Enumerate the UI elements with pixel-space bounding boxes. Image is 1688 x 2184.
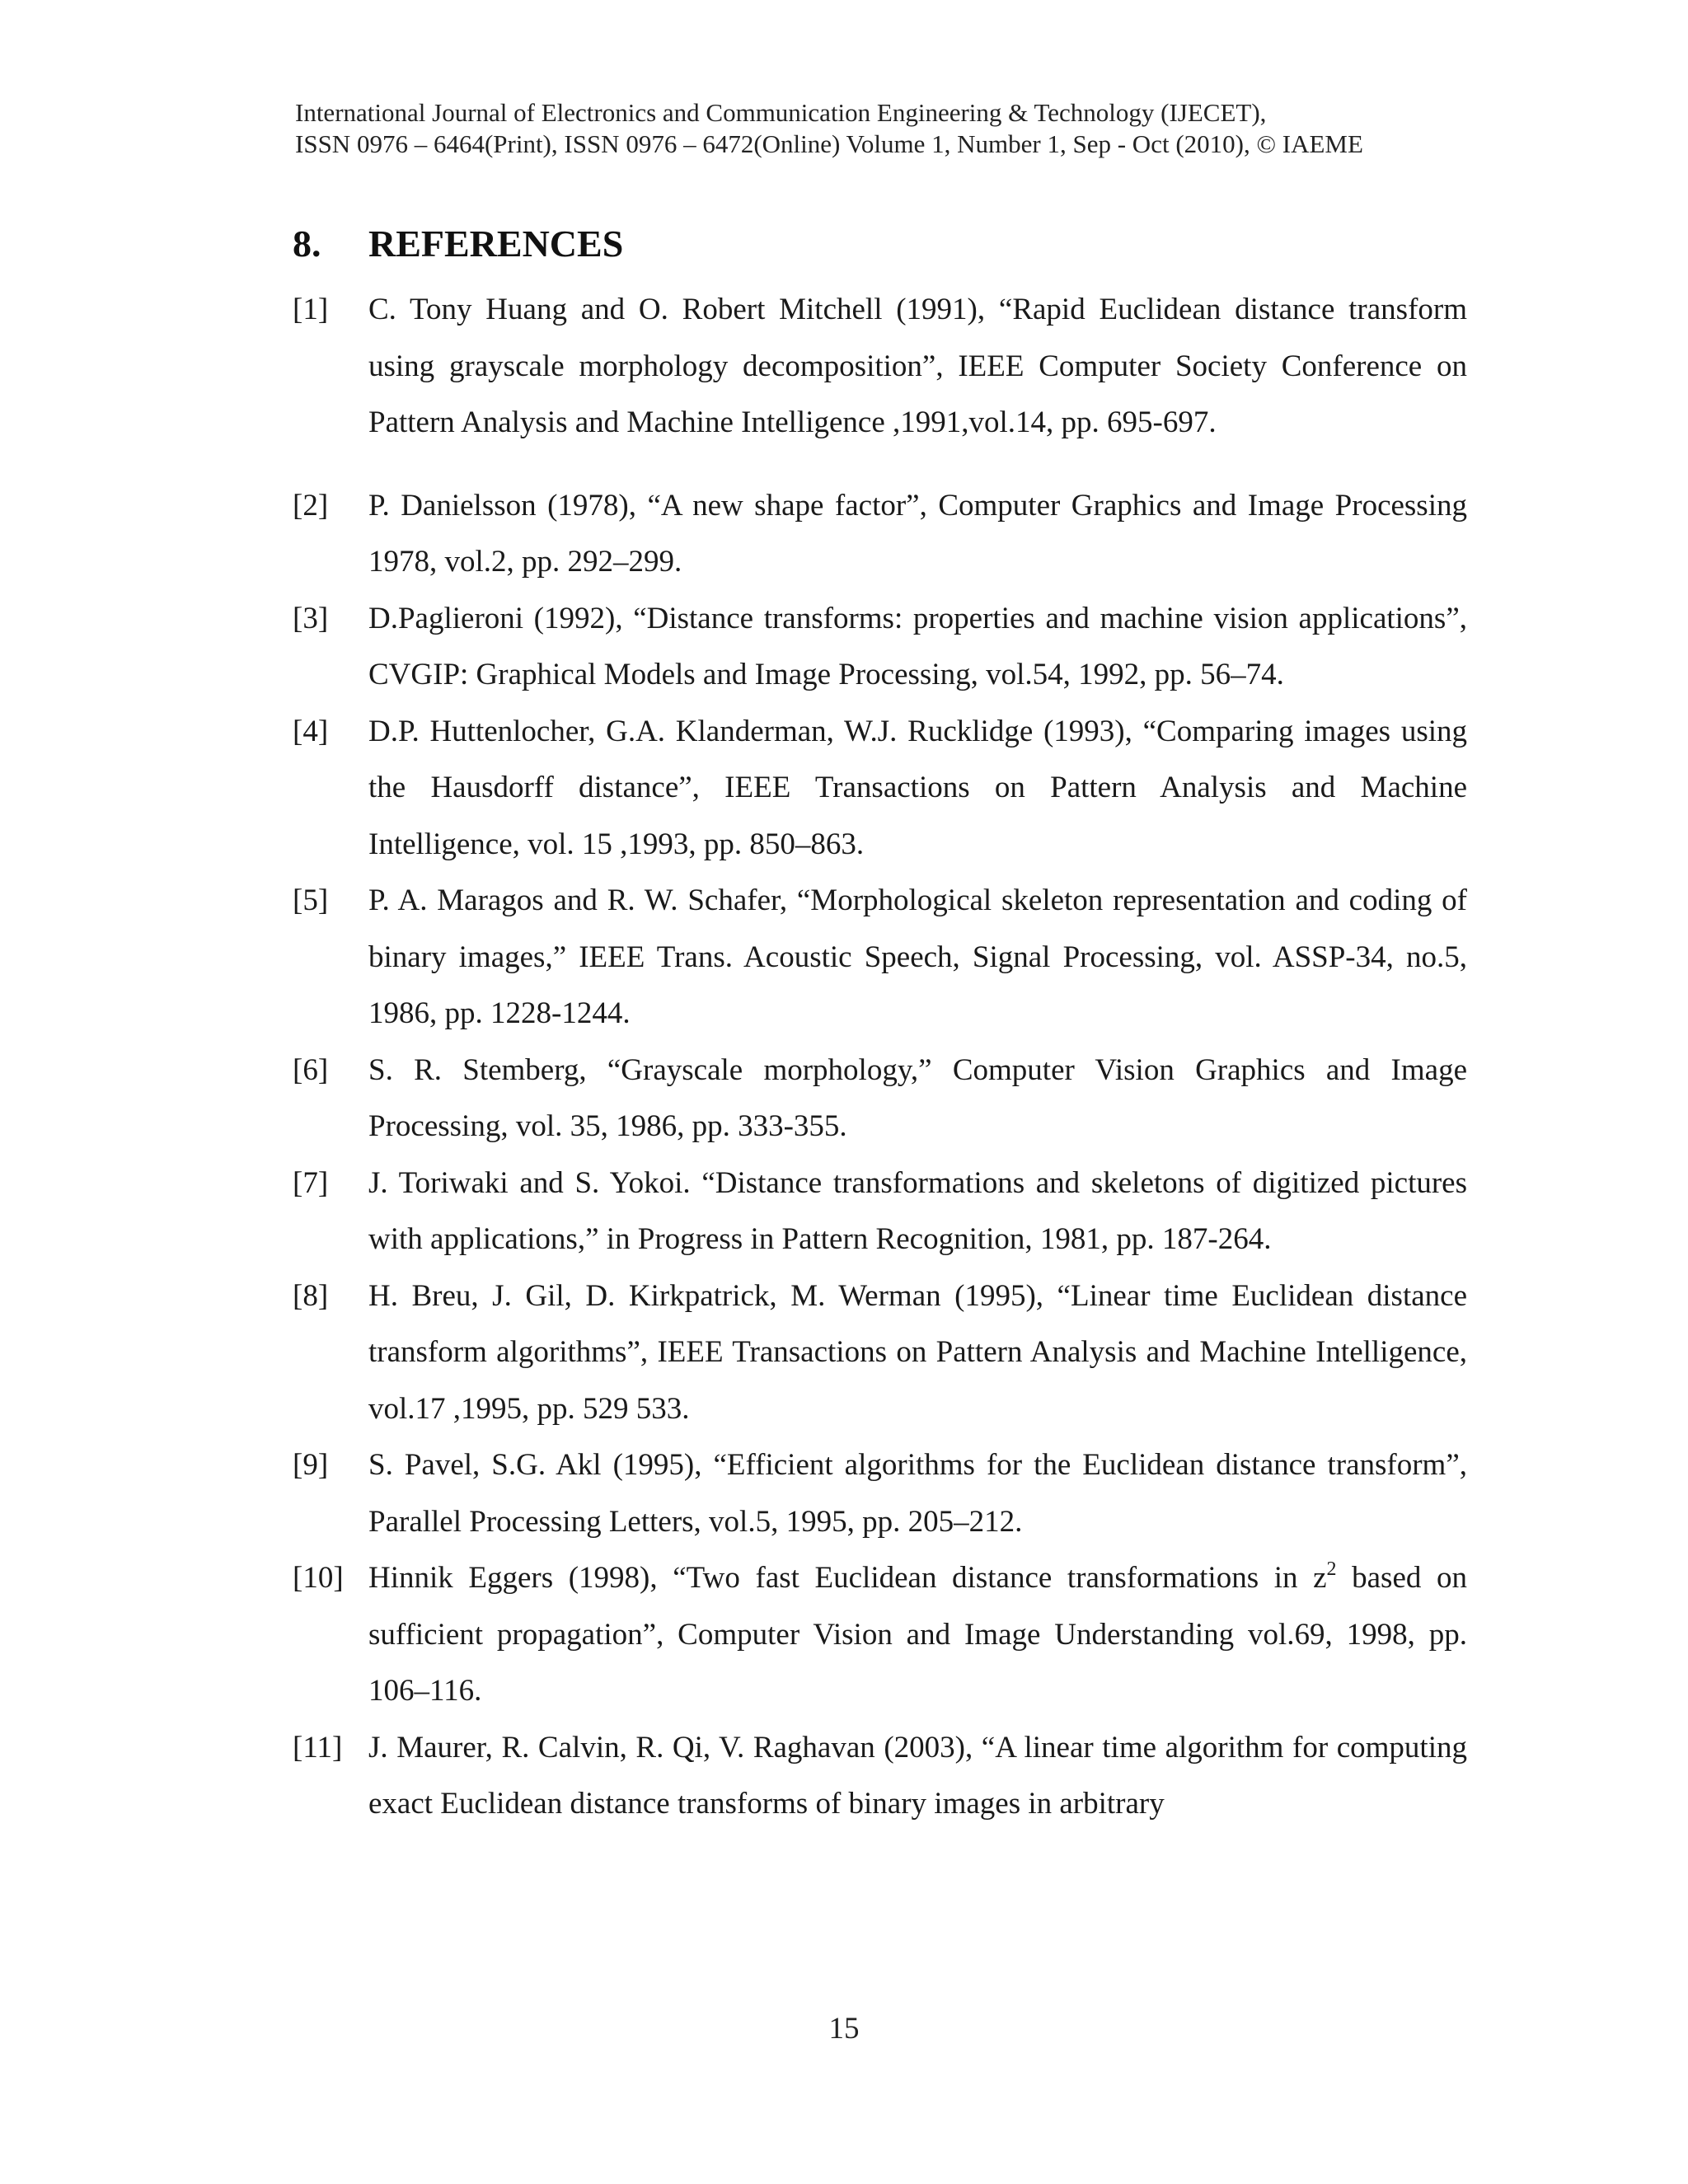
reference-text: D.P. Huttenlocher, G.A. Klanderman, W.J. Rucklidge (1993), “Comparing images using the Hausdorff distance”, IEEE Transactions on Pattern Analysis and Machine Intelligence, vol. 15 ,1993, pp. 850–863. bbox=[368, 714, 1467, 861]
reference-text: D.Paglieroni (1992), “Distance transforms: properties and machine vision applications”, CVGIP: Graphical Models and Image Processing, vol.54, 1992, pp. 56–74. bbox=[368, 601, 1467, 691]
superscript: 2 bbox=[1326, 1558, 1337, 1580]
reference-number: [11] bbox=[293, 1730, 343, 1765]
reference-item bbox=[293, 1437, 1467, 1550]
reference-text bbox=[368, 1550, 1467, 1720]
section-title: REFERENCES bbox=[368, 223, 624, 265]
reference-item bbox=[293, 1268, 1467, 1438]
reference-item bbox=[293, 1043, 1467, 1155]
reference-number: [3] bbox=[293, 601, 329, 635]
reference-text: C. Tony Huang and O. Robert Mitchell (1991), “Rapid Euclidean distance transform using grayscale morphology decomposition”, IEEE Computer Society Conference on Pattern Analysis and Machine Intelligence ,1991,vol.14, pp. 695-697. bbox=[368, 293, 1467, 439]
journal-header bbox=[295, 97, 1531, 160]
reference-text: P. A. Maragos and R. W. Schafer, “Morphological skeleton representation and coding of binary images,” IEEE Trans. Acoustic Speech, Signal Processing, vol. ASSP-34, no.5, 1986, pp. 1228-1244. bbox=[368, 883, 1467, 1030]
reference-text: S. R. Stemberg, “Grayscale morphology,” Computer Vision Graphics and Image Processing, vol. 35, 1986, pp. 333-355. bbox=[368, 1052, 1467, 1143]
reference-item bbox=[293, 1155, 1467, 1268]
reference-number: [9] bbox=[293, 1448, 329, 1482]
reference-text: J. Maurer, R. Calvin, R. Qi, V. Raghavan (2003), “A linear time algorithm for computing exact Euclidean distance transforms of binary images in arbitrary bbox=[368, 1730, 1467, 1821]
reference-list bbox=[293, 282, 1467, 1833]
reference-item bbox=[293, 282, 1467, 452]
reference-number: [7] bbox=[293, 1165, 329, 1200]
reference-item bbox=[293, 873, 1467, 1043]
reference-number: [2] bbox=[293, 488, 329, 523]
section-heading bbox=[293, 221, 623, 267]
reference-number: [10] bbox=[293, 1561, 344, 1595]
reference-item bbox=[293, 478, 1467, 591]
reference-number: [8] bbox=[293, 1278, 329, 1313]
reference-text: J. Toriwaki and S. Yokoi. “Distance transformations and skeletons of digitized pictures with applications,” in Progress in Pattern Recognition, 1981, pp. 187-264. bbox=[368, 1165, 1467, 1256]
reference-number: [6] bbox=[293, 1052, 329, 1087]
reference-item bbox=[293, 591, 1467, 704]
reference-item bbox=[293, 1720, 1467, 1833]
reference-text-before-superscript: Hinnik Eggers (1998), “Two fast Euclidean distance transformations in z bbox=[368, 1561, 1327, 1595]
journal-header-line-2: ISSN 0976 – 6464(Print), ISSN 0976 – 6472(Online) Volume 1, Number 1, Sep - Oct (2010), © IAEME bbox=[295, 129, 1363, 158]
reference-item bbox=[293, 1550, 1467, 1720]
reference-number: [5] bbox=[293, 883, 329, 917]
reference-text: P. Danielsson (1978), “A new shape factor”, Computer Graphics and Image Processing 1978, vol.2, pp. 292–299. bbox=[368, 488, 1467, 579]
reference-text: S. Pavel, S.G. Akl (1995), “Efficient algorithms for the Euclidean distance transform”, Parallel Processing Letters, vol.5, 1995, pp. 205–212. bbox=[368, 1448, 1467, 1539]
reference-number: [1] bbox=[293, 293, 329, 326]
reference-text: H. Breu, J. Gil, D. Kirkpatrick, M. Werman (1995), “Linear time Euclidean distance transform algorithms”, IEEE Transactions on Pattern Analysis and Machine Intelligence, vol.17 ,1995, pp. 529 533. bbox=[368, 1278, 1467, 1426]
page-number: 15 bbox=[828, 2012, 860, 2046]
reference-item bbox=[293, 704, 1467, 874]
section-number: 8. bbox=[293, 223, 321, 265]
reference-number: [4] bbox=[293, 714, 329, 748]
journal-header-line-1: International Journal of Electronics and Communication Engineering & Technology (IJECET), bbox=[295, 98, 1267, 127]
reference-text-after-superscript: based on sufficient propagation”, Computer Vision and Image Understanding vol.69, 1998, pp. 106–116. bbox=[368, 1561, 1467, 1708]
